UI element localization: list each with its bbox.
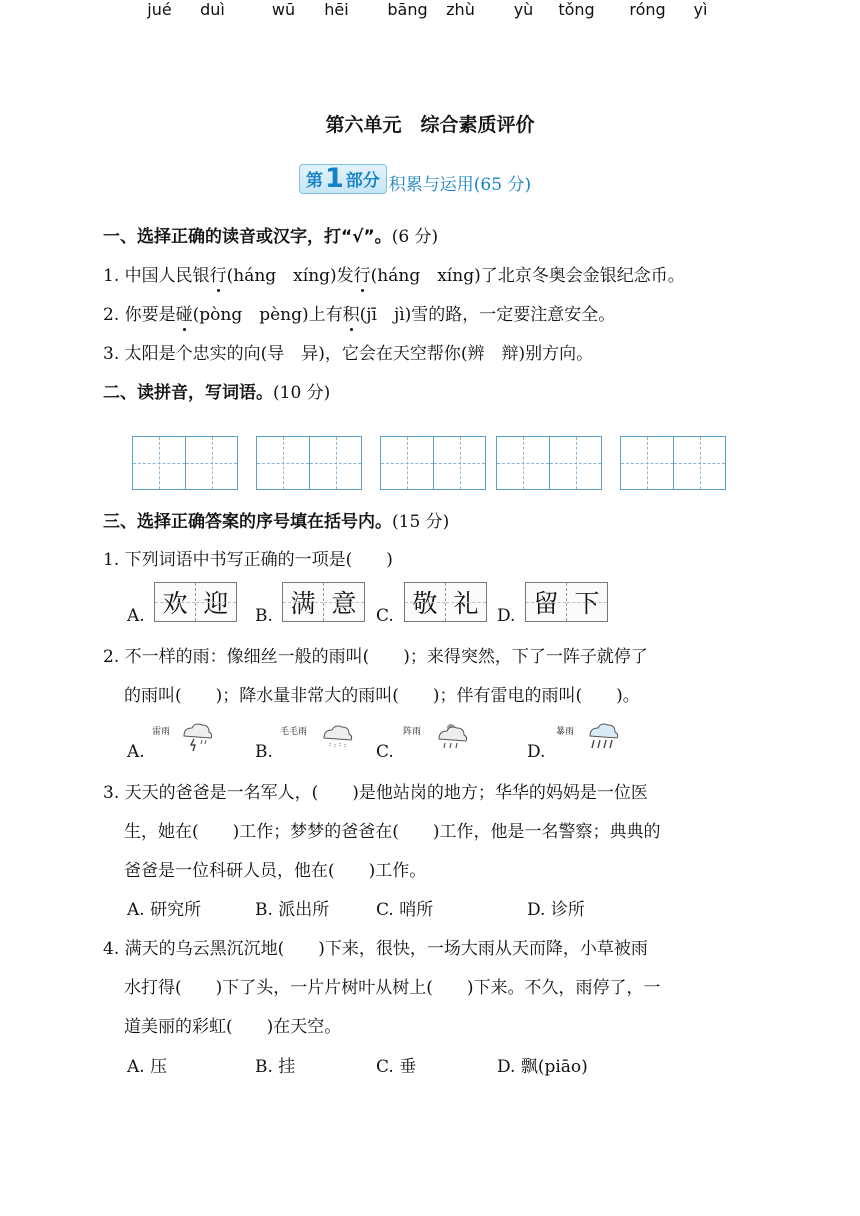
writing-grid[interactable] — [256, 436, 362, 490]
option-a: A. 研究所 — [127, 900, 202, 920]
section3-q4-line2: 水打得( )下了头，一片片树叶从树上( )下来。不久，雨停了，一 — [124, 978, 661, 998]
option-b: B. 挂 — [255, 1057, 296, 1077]
option-label: B. — [255, 742, 273, 762]
option-label: C. — [376, 606, 394, 626]
part-title: 积累与运用(65 分) — [388, 175, 532, 195]
section1-heading: 一、选择正确的读音或汉字，打“√”。(6 分) — [103, 227, 439, 247]
option-d: D. 飘(piāo) — [497, 1057, 588, 1077]
option-label: A. — [127, 606, 145, 626]
writing-grid[interactable] — [380, 436, 486, 490]
option-c: C. 哨所 — [376, 900, 434, 920]
section1-q2: 2. 你要是碰(pòng pèng)上有积(jī jì)雪的路，一定要注意安全。 — [103, 300, 615, 325]
option-label: B. — [255, 606, 273, 626]
part-header — [299, 162, 531, 195]
section3-q4-line3: 道美丽的彩虹( )在天空。 — [124, 1017, 342, 1037]
section3-heading: 三、选择正确答案的序号填在括号内。(15 分) — [103, 512, 450, 532]
option-a: A. 压 — [127, 1057, 168, 1077]
rainstorm-icon: 暴雨 — [556, 718, 636, 754]
writing-grid[interactable] — [132, 436, 238, 490]
option-d: D. 诊所 — [527, 900, 585, 920]
option-label: D. — [497, 606, 516, 626]
section1-q3: 3. 太阳是个忠实的向(导 异)，它会在天空帮你(辨 辩)别方向。 — [103, 344, 594, 364]
page-title: 第六单元 综合素质评价 — [325, 114, 535, 136]
thunderstorm-icon: 雷雨 — [152, 718, 212, 754]
section3-q2-line1: 2. 不一样的雨：像细丝一般的雨叫( )；来得突然，下了一阵子就停了 — [103, 647, 648, 667]
section3-q3-line1: 3. 天天的爸爸是一名军人，( )是他站岗的地方；华华的妈妈是一位医 — [103, 783, 648, 803]
section3-q3-line2: 生，她在( )工作；梦梦的爸爸在( )工作，他是一名警察；典典的 — [124, 822, 661, 842]
section3-q4-line1: 4. 满天的乌云黑沉沉地( )下来，很快，一场大雨从天而降，小草被雨 — [103, 939, 648, 959]
handwriting-option-d: 留 下 — [525, 582, 608, 622]
option-label: D. — [527, 742, 546, 762]
writing-grid[interactable] — [496, 436, 602, 490]
section3-q3-line3: 爸爸是一位科研人员，他在( )工作。 — [124, 861, 427, 881]
handwriting-option-b: 满 意 — [282, 582, 365, 622]
section3-q2-line2: 的雨叫( )；降水量非常大的雨叫( )；伴有雷电的雨叫( )。 — [124, 686, 640, 706]
drizzle-icon: 毛毛雨 — [280, 718, 340, 754]
option-c: C. 垂 — [376, 1057, 417, 1077]
section2-heading: 二、读拼音，写词语。(10 分) — [103, 383, 331, 403]
option-b: B. 派出所 — [255, 900, 330, 920]
section1-q1: 1. 中国人民银行(háng xíng)发行(háng xíng)了北京冬奥会金银纪念币。 — [103, 261, 685, 286]
option-label: C. — [376, 742, 394, 762]
shower-icon: 阵雨 — [403, 718, 463, 754]
section3-q1-stem: 1. 下列词语中书写正确的一项是( ) — [103, 550, 393, 570]
writing-grid[interactable] — [620, 436, 726, 490]
handwriting-option-c: 敬 礼 — [404, 582, 487, 622]
handwriting-option-a: 欢 迎 — [154, 582, 237, 622]
part-badge: 第 1 部分 — [299, 164, 387, 194]
option-label: A. — [127, 742, 145, 762]
